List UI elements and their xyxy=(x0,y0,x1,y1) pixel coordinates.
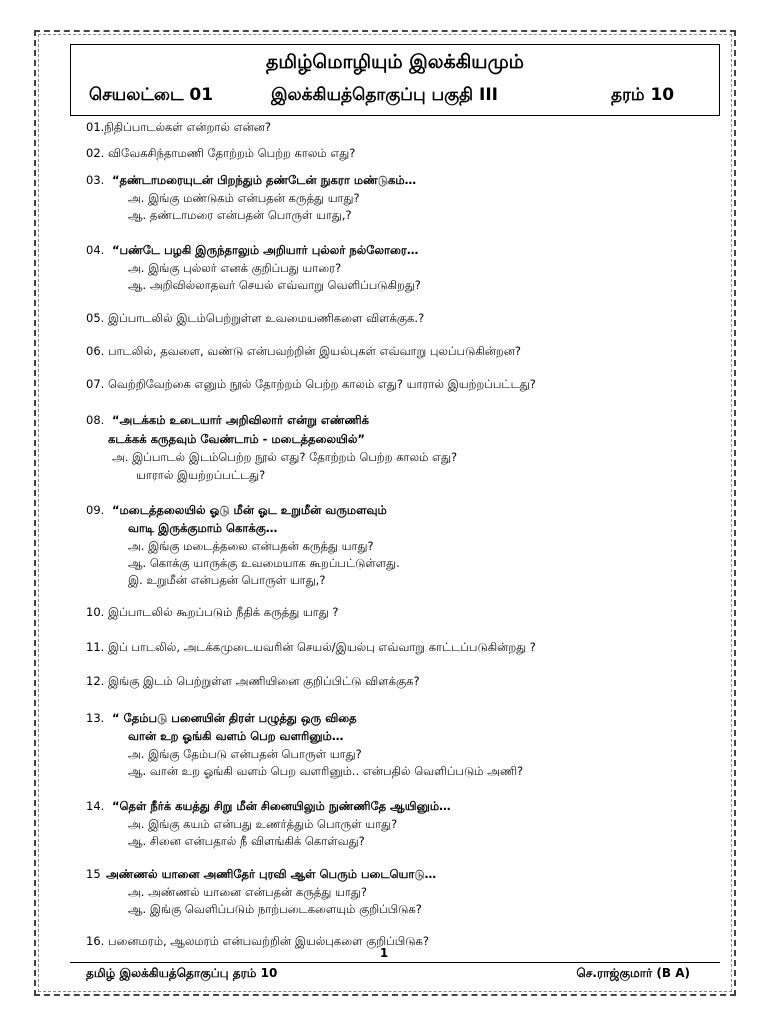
question-11: 11. இப் பாடலில், அடக்கமுடையவரின் செயல்/இயல்பு எவ்வாறு காட்டப்படுகின்றது ? xyxy=(86,640,536,654)
question-14-quote: “தெள் நீர்க் கயத்து சிறு மீன் சினையிலும் நுண்ணிதே ஆயினும்… xyxy=(112,799,451,813)
question-09-quote-1: “மடைத்தலையில் ஓடு மீன் ஓட உறுமீன் வருமளவும் xyxy=(112,503,387,517)
question-06: 06. பாடலில், தவளை, வண்டு என்பவற்றின் இயல்புகள் எவ்வாறு புலப்படுகின்றன? xyxy=(86,344,522,358)
header-box xyxy=(70,44,720,116)
section-label: இலக்கியத்தொகுப்பு பகுதி III xyxy=(271,85,498,105)
question-15-quote: அண்ணல் யானை அணிதேர் புரவி ஆள் பெரும் படையொடு… xyxy=(106,867,437,881)
question-04-a: அ. இங்கு புல்லர் எனக் குறிப்பது யாரை? xyxy=(128,261,342,275)
question-03-b: ஆ. தண்டாமரை என்பதன் பொருள் யாது,? xyxy=(128,208,352,222)
question-09-c: இ. உறுமீன் என்பதன் பொருள் யாது,? xyxy=(128,573,326,587)
question-08-a-cont: யாரால் இயற்றப்பட்டது? xyxy=(136,468,266,482)
question-14-b: ஆ. சினை என்பதால் நீ விளங்கிக் கொள்வது? xyxy=(128,834,365,848)
question-14-a: அ. இங்கு கயம் என்பது உணர்த்தும் பொருள் யாது? xyxy=(128,817,398,831)
question-07: 07. வெற்றிவேற்கை எனும் நூல் தோற்றம் பெற்ற காலம் எது? யாரால் இயற்றப்பட்டது? xyxy=(86,377,536,391)
question-01: 01.நிதிப்பாடல்கள் என்றால் என்ன? xyxy=(86,120,271,134)
question-16: 16. பனைமரம், ஆலமரம் என்பவற்றின் இயல்புகளை குறிப்பிடுக? xyxy=(86,934,429,948)
question-13-quote-2: வான் உற ஓங்கி வளம் பெற வளரினும்… xyxy=(128,729,344,743)
question-04-b: ஆ. அறிவில்லாதவர் செயல் எவ்வாறு வெளிப்படுகிறது? xyxy=(128,278,421,292)
activity-label: செயலட்டை 01 xyxy=(89,85,214,105)
question-08-number: 08. xyxy=(86,413,105,427)
question-15-number: 15 xyxy=(86,867,101,881)
grade-label: தரம் 10 xyxy=(611,85,675,105)
question-09-b: ஆ. கொக்கு யாருக்கு உவமையாக கூறப்பட்டுள்ளது. xyxy=(128,556,400,570)
question-03-number: 03. xyxy=(86,173,105,187)
question-08-a: அ. இப்பாடல் இடம்பெற்ற நூல் எது? தோற்றம் பெற்ற காலம் எது? xyxy=(112,450,458,464)
question-05: 05. இப்பாடலில் இடம்பெற்றுள்ள உவமையணிகளை விளக்குக.? xyxy=(86,311,425,325)
question-15-a: அ. அண்ணல் யானை என்பதன் கருத்து யாது? xyxy=(128,885,367,899)
question-03-quote: “தண்டாமரையுடன் பிறந்தும் தண்டேன் நுகரா மண்டுகம்… xyxy=(112,173,417,187)
footer-divider xyxy=(70,962,720,963)
question-02: 02. விவேகசிந்தாமணி தோற்றம் பெற்ற காலம் எது? xyxy=(86,146,356,160)
question-04-quote: “பண்டே பழகி இருந்தாலும் அறியார் புல்லர் நல்லோரை… xyxy=(112,243,419,257)
question-13-a: அ. இங்கு தேம்படு என்பதன் பொருள் யாது? xyxy=(128,747,362,761)
question-03-a: அ. இங்கு மண்டுகம் என்பதன் கருத்து யாது? xyxy=(128,191,360,205)
question-10: 10. இப்பாடலில் கூறப்படும் நீதிக் கருத்து யாது ? xyxy=(86,605,339,619)
question-08-quote-2: கடக்கக் கருதவும் வேண்டாம் - மடைத்தலையில்” xyxy=(108,432,365,446)
question-09-a: அ. இங்கு மடைத்தலை என்பதன் கருத்து யாது? xyxy=(128,539,374,553)
question-12: 12. இங்கு இடம் பெற்றுள்ள அணியினை குறிப்பிட்டு விளக்குக? xyxy=(86,674,420,688)
question-13-quote-1: “ தேம்படு பனையின் திரள் பழுத்து ஒரு விதை xyxy=(112,711,357,725)
page-title: தமிழ்மொழியும் இலக்கியமும் xyxy=(266,51,524,73)
question-14-number: 14. xyxy=(86,799,105,813)
question-08-quote-1: “அடக்கம் உடையார் அறிவிலார் என்று எண்ணிக் xyxy=(112,413,369,427)
page-number: 1 xyxy=(379,946,389,960)
question-15-b: ஆ. இங்கு வெளிப்படும் நாற்படைகளையும் குறிப்பிடுக? xyxy=(128,902,422,916)
footer-author: செ.ராஜ்குமார் (B A) xyxy=(576,966,690,980)
header-subrow xyxy=(71,85,719,111)
question-13-b: ஆ. வான் உற ஓங்கி வளம் பெற வளரினும்.. என்பதில் வெளிப்படும் அணி? xyxy=(128,764,524,778)
question-04-number: 04. xyxy=(86,243,105,257)
question-09-number: 09. xyxy=(86,503,105,517)
footer-left-text: தமிழ் இலக்கியத்தொகுப்பு தரம் 10 xyxy=(86,966,278,980)
question-13-number: 13. xyxy=(86,711,105,725)
question-09-quote-2: வாடி இருக்குமாம் கொக்கு… xyxy=(128,521,278,535)
